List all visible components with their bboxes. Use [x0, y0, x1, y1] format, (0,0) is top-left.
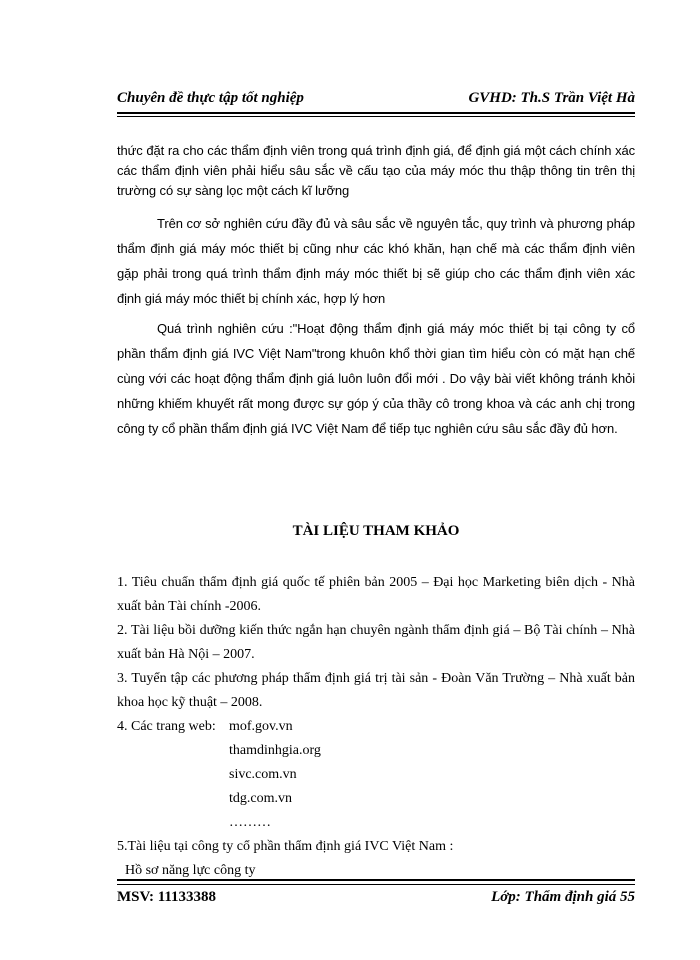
header-thesis-title: Chuyên đề thực tập tốt nghiệp	[117, 90, 304, 106]
website-link: thamdinhgia.org	[229, 743, 321, 758]
websites-label: 4. Các trang web:	[117, 719, 216, 734]
body-paragraph: Quá trình nghiên cứu :"Hoạt động thẩm định giá máy móc thiết bị tại công ty cổ phần thẩm định giá IVC Việt Nam"trong khuôn khổ thời gian tìm hiểu còn có mặt hạn chế cùng với các hoạt động thẩm định giá luôn luôn đổi mới . Do vậy bài viết không tránh khỏi những khiếm khuyết rất mong được sự góp ý của thầy cô trong khoa và các anh chị trong công ty cổ phần thẩm định giá IVC Việt Nam để tiếp tục nghiên cứu sâu sắc đầy đủ hơn.	[117, 321, 635, 436]
reference-websites	[117, 715, 635, 739]
references-heading: TÀI LIỆU THAM KHẢO	[292, 523, 460, 539]
body-paragraph: thức đặt ra cho các thẩm định viên trong quá trình định giá, để định giá một cách chính xác các thẩm định viên phải hiểu sâu sắc về cấu tạo của máy móc thu thập thông tin trên thị trường có sự sàng lọc một cách kĩ lưỡng	[117, 143, 635, 198]
footer-student-id: MSV: 11133388	[117, 889, 217, 905]
header-supervisor: GVHD: Th.S Trần Việt Hà	[468, 90, 635, 106]
footer-class: Lớp: Thẩm định giá 55	[491, 889, 635, 905]
website-ellipsis: ………	[229, 815, 271, 830]
reference-item: 3. Tuyển tập các phương pháp thẩm định giá trị tài sản - Đoàn Văn Trường – Nhà xuất bản khoa học kỹ thuật – 2008.	[117, 671, 635, 710]
header-rule	[117, 112, 635, 114]
footer-rule	[117, 879, 635, 881]
header-rule-thin	[117, 116, 635, 117]
references-list	[117, 571, 635, 883]
reference-item: 2. Tài liệu bồi dưỡng kiến thức ngắn hạn chuyên ngành thẩm định giá – Bộ Tài chính – Nhà xuất bản Hà Nội – 2007.	[117, 623, 635, 662]
footer-rule-thin	[117, 884, 635, 885]
website-link: tdg.com.vn	[229, 791, 292, 806]
reference-item: 5.Tài liệu tại công ty cổ phần thẩm định giá IVC Việt Nam :	[117, 839, 454, 854]
page-header	[117, 88, 635, 112]
reference-item: 1. Tiêu chuẩn thẩm định giá quốc tế phiên bản 2005 – Đại học Marketing biên dịch - Nhà xuất bản Tài chính -2006.	[117, 575, 635, 614]
website-link: sivc.com.vn	[229, 767, 297, 782]
website-link: mof.gov.vn	[229, 719, 293, 734]
reference-subitem: Hồ sơ năng lực công ty	[125, 863, 256, 878]
body-paragraph: Trên cơ sở nghiên cứu đầy đủ và sâu sắc về nguyên tắc, quy trình và phương pháp thẩm định giá máy móc thiết bị cũng như các khó khăn, hạn chế mà các thẩm định viên gặp phải trong quá trình thẩm định máy móc thiết bị sẽ giúp cho các thẩm định viên xác định giá máy móc thiết bị chính xác, hợp lý hơn	[117, 216, 635, 306]
page-footer	[117, 889, 635, 911]
